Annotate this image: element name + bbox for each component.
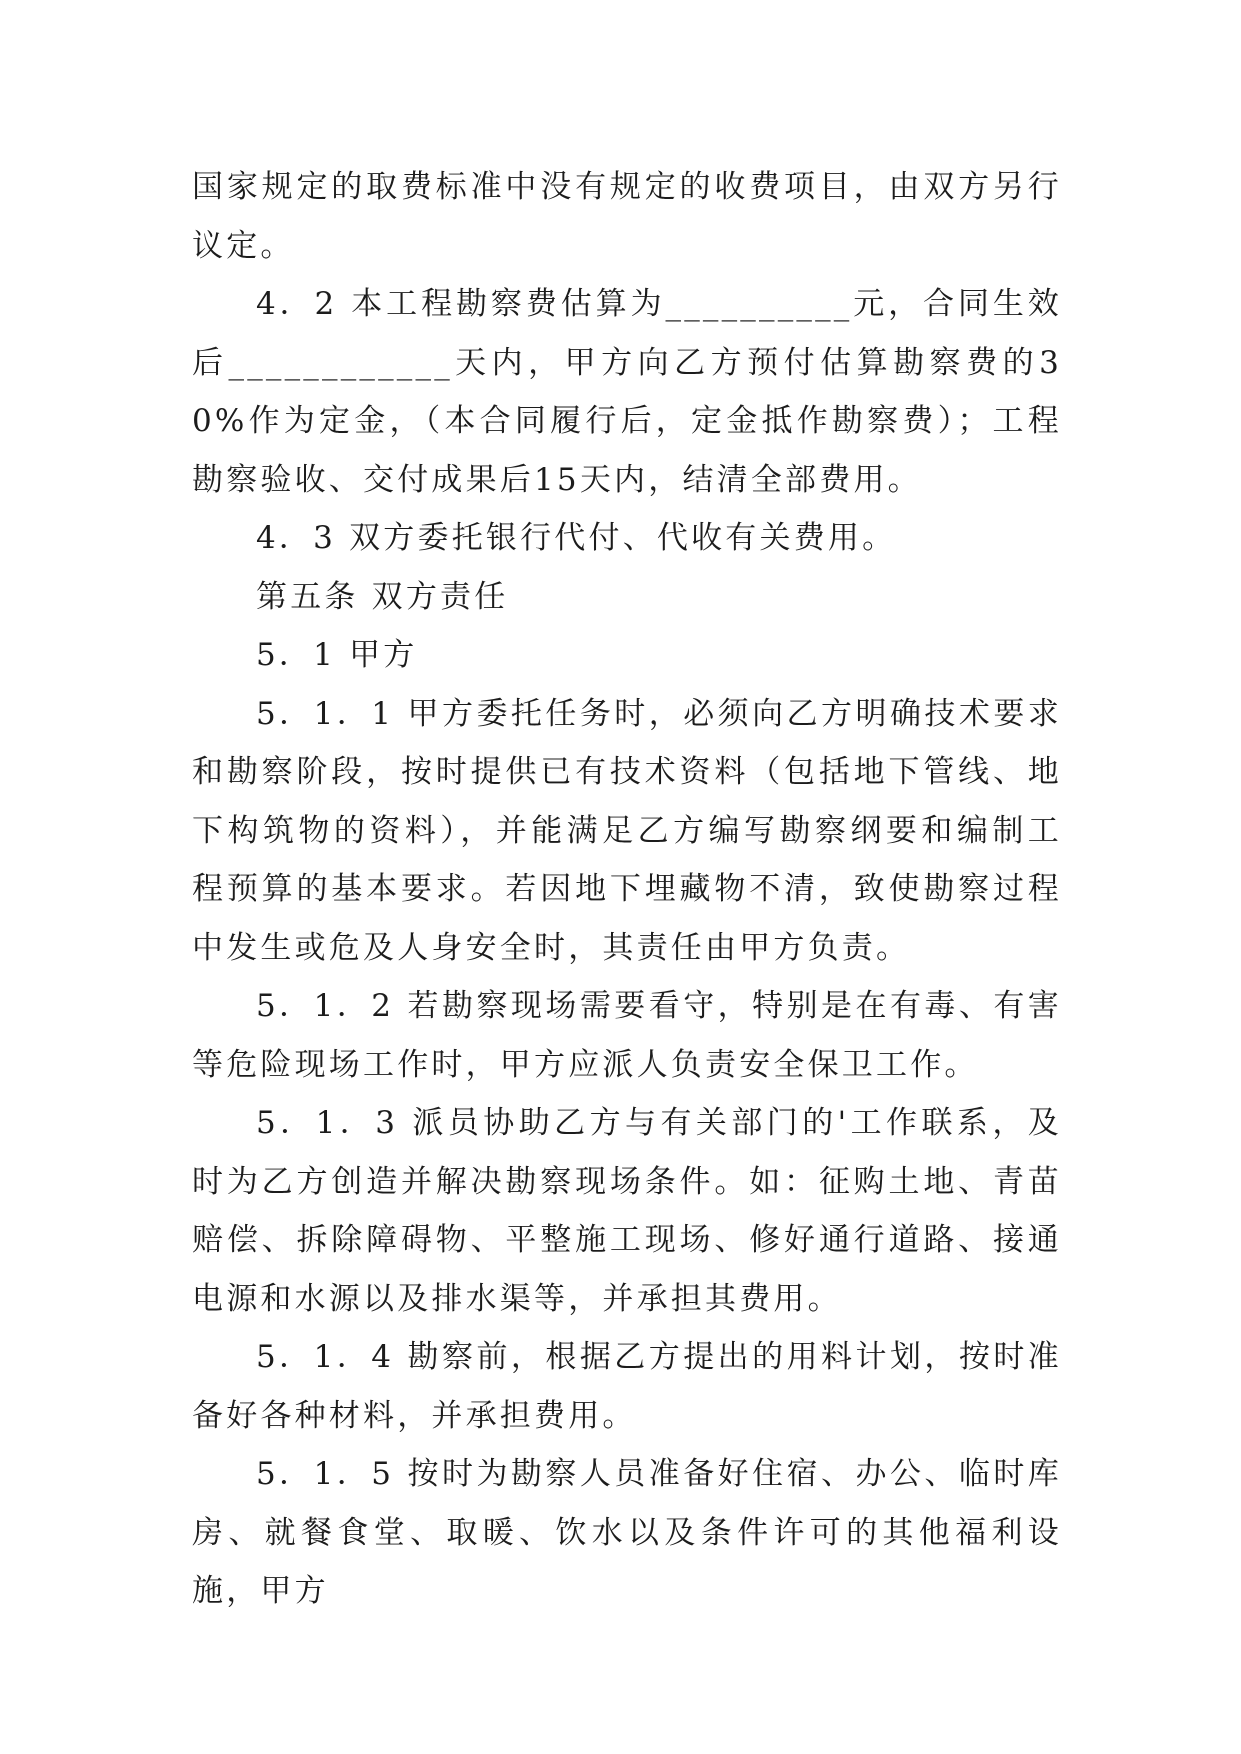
- paragraph-4-2: 4．2 本工程勘察费估算为__________元，合同生效后____________天内，甲方向乙方预付估算勘察费的30%作为定金，（本合同履行后，定金抵作勘察费）；工程勘察验收、交付成果后15天内，结清全部费用。: [192, 286, 1062, 498]
- paragraph-5-1-1: 5．1．1 甲方委托任务时，必须向乙方明确技术要求和勘察阶段，按时提供已有技术资料（包括地下管线、地下构筑物的资料），并能满足乙方编写勘察纲要和编制工程预算的基本要求。若因地下埋藏物不清，致使勘察过程中发生或危及人身安全时，其责任由甲方负责。: [192, 695, 1062, 966]
- section-heading-article-5: 第五条 双方责任: [256, 578, 509, 615]
- paragraph-fee-items: 国家规定的取费标准中没有规定的收费项目，由双方另行议定。: [192, 169, 1062, 264]
- paragraph-5-1-2: 5．1．2 若勘察现场需要看守，特别是在有毒、有害等危险现场工作时，甲方应派人负责安全保卫工作。: [192, 988, 1062, 1083]
- paragraph-5-1-5: 5．1．5 按时为勘察人员准备好住宿、办公、临时库房、就餐食堂、取暖、饮水以及条件许可的其他福利设施，甲方: [192, 1456, 1062, 1609]
- subheading-5-1: 5．1 甲方: [256, 637, 418, 673]
- document-body: [192, 158, 1062, 1621]
- paragraph-5-1-3: 5．1．3 派员协助乙方与有关部门的'工作联系，及时为乙方创造并解决勘察现场条件。如：征购土地、青苗赔偿、拆除障碍物、平整施工现场、修好通行道路、接通电源和水源以及排水渠等，并承担其费用。: [192, 1105, 1062, 1317]
- paragraph-5-1-4: 5．1．4 勘察前，根据乙方提出的用料计划，按时准备好各种材料，并承担费用。: [192, 1339, 1062, 1434]
- paragraph-4-3: 4．3 双方委托银行代付、代收有关费用。: [256, 520, 897, 556]
